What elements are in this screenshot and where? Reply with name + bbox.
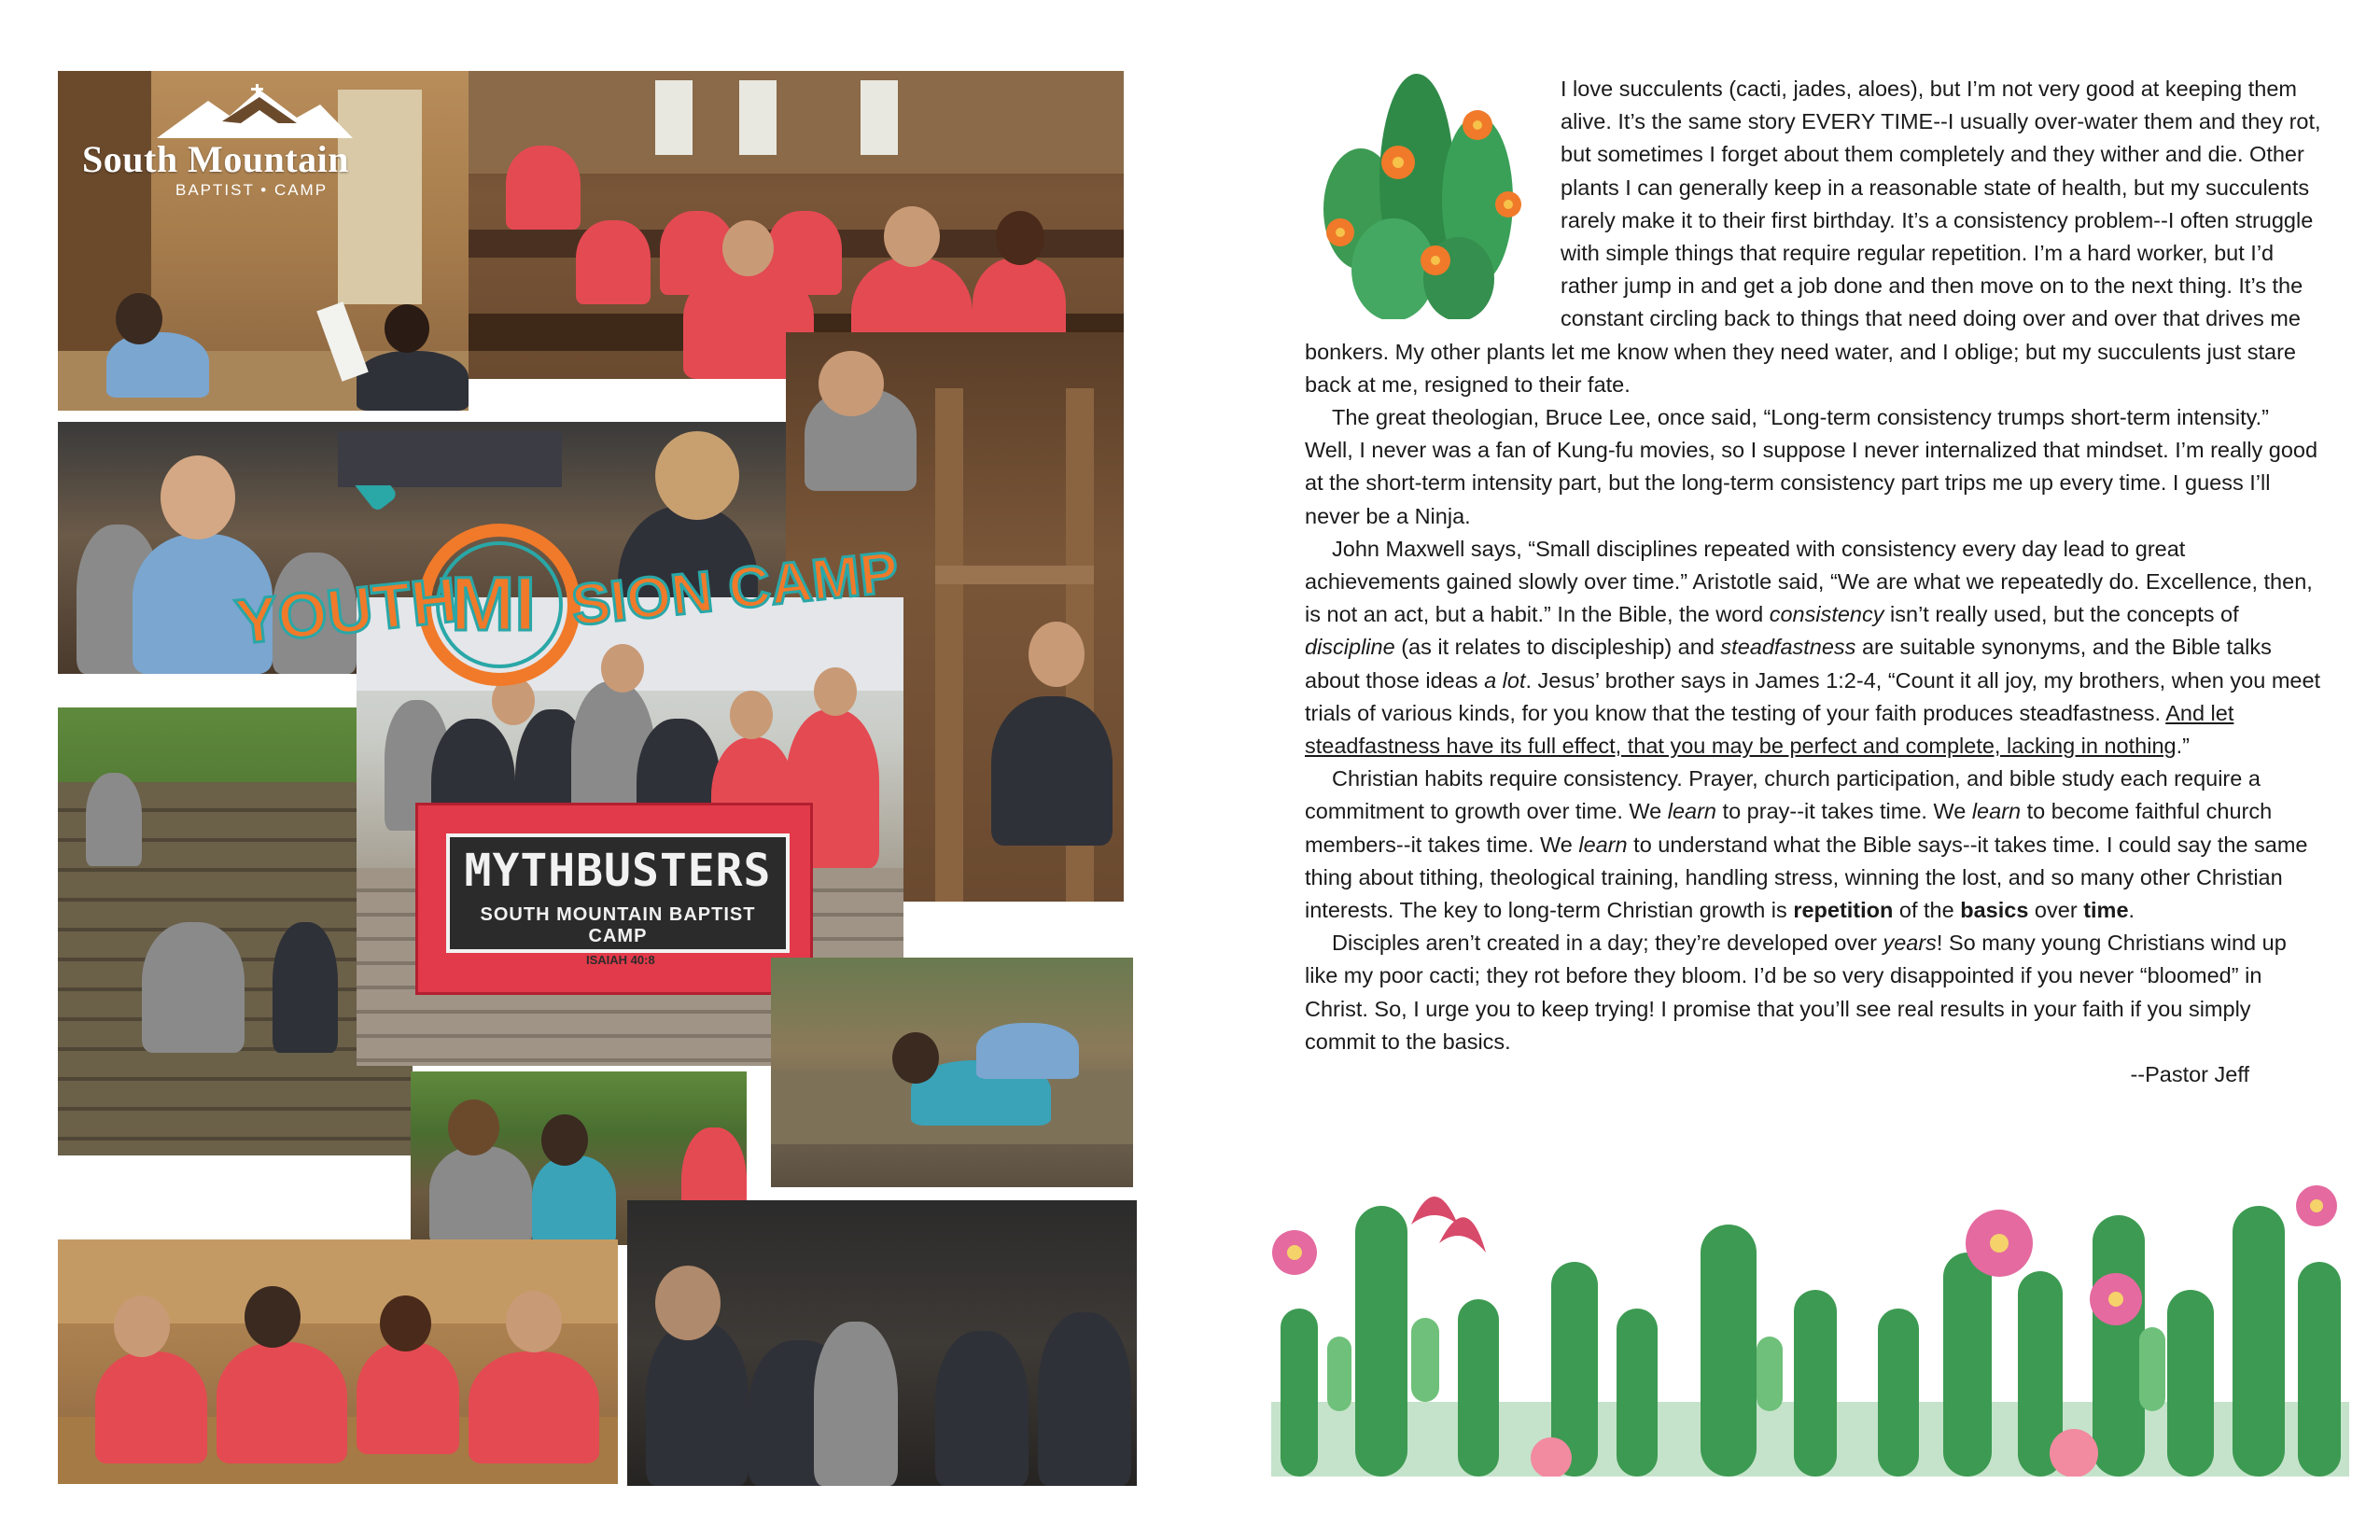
banner-title: MYTHBUSTERS bbox=[464, 845, 772, 897]
photo-creek bbox=[771, 958, 1133, 1187]
logo-subtitle: BAPTIST • CAMP bbox=[175, 181, 329, 199]
banner-verse: ISAIAH 40:8 bbox=[586, 953, 655, 967]
article-paragraph-4 bbox=[1305, 763, 2322, 927]
article-paragraph-2: The great theologian, Bruce Lee, once said, “Long-term consistency trumps short-term intensity.” Well, I never was a fan of Kung-fu movies, so I suppose I never internalized that mindset. I’m really good at the short-term intensity part, but the long-term consistency part trips me up every time. I guess I’ll never be a Ninja. bbox=[1305, 405, 2318, 528]
p4-bold-basics: basics bbox=[1960, 898, 2029, 923]
article-paragraph-3 bbox=[1305, 533, 2322, 763]
p4-text-a: Christian habits require consistency. Prayer, church participation, and bible study each require a commitment to growth over time. We bbox=[1305, 766, 2261, 824]
p3-emphasis-a-lot: a lot bbox=[1484, 667, 1526, 693]
p3-text-b: isn’t really used, but the concepts of bbox=[1883, 602, 2239, 627]
p3-text-f: .” bbox=[2176, 734, 2190, 759]
p3-emphasis-consistency: consistency bbox=[1769, 602, 1884, 627]
p4-bold-time: time bbox=[2083, 898, 2129, 923]
p4-emphasis-learn-2: learn bbox=[1971, 799, 2022, 824]
title-sion-camp: SION CAMP bbox=[568, 539, 902, 638]
title-youth: YOUTH bbox=[231, 564, 461, 658]
photo-cabin-girls bbox=[58, 71, 469, 411]
cactus-border-icon bbox=[1271, 1150, 2349, 1477]
p4-text-f: over bbox=[2028, 898, 2084, 923]
article-paragraph-1: I love succulents (cacti, jades, aloes), but I’m not very good at keeping them alive. It’s the same story EVERY TIME--I usually over-water them and they rot, but sometimes I forget about them completely and they wither and die. Other plants I can generally keep in a reasonable state of health, but my succulents rarely make it to their first birthday. It’s a consistency problem--I often struggle with simple things that require regular repetition. I’m a hard worker, but I’d rather jump in and get a job done and then move on to the next thing. It’s the constant circling back to things that need doing over and over that drives me bonkers. My other plants let me know when they need water, and I oblige; but my succulents just stare back at me, resigned to their fate. bbox=[1305, 77, 2321, 397]
photo-evening-worship bbox=[627, 1200, 1137, 1486]
title-mi: MI bbox=[451, 562, 537, 647]
pastor-article bbox=[1305, 73, 2322, 1091]
camp-logo bbox=[82, 84, 437, 200]
mythbusters-banner bbox=[415, 803, 813, 995]
p3-text-a: John Maxwell says, “Small disciplines repeated with consistency every day lead to great achievements gained slowly over time.” Aristotle said, “We are what we repeatedly do. Excellence, then, is not an act, but a habit.” In the Bible, the word bbox=[1305, 536, 2313, 627]
p3-text-e: . Jesus’ brother says in James 1:2-4, “Count it all joy, my brothers, when you meet trials of various kinds, for you know that the testing of your faith produces steadfastness. bbox=[1305, 667, 2321, 725]
cactus-illustration-icon bbox=[1305, 69, 1547, 319]
p3-underlined-scripture: And let steadfastness have its full effect, that you may be perfect and complete, lacking in nothing bbox=[1305, 700, 2234, 759]
p4-bold-repetition: repetition bbox=[1793, 898, 1894, 923]
p5-text-b: ! So many young Christians wind up like my poor cacti; they rot before they bloom. I’d be so very disappointed if you never “bloomed” in Christ. So, I urge you to keep trying! I promise that you’ll see real results in your faith if you simply commit to the basics. bbox=[1305, 931, 2287, 1054]
p4-emphasis-learn-1: learn bbox=[1667, 799, 1717, 824]
p5-emphasis-years: years bbox=[1883, 931, 1937, 956]
photo-collage bbox=[0, 0, 1148, 1540]
p4-text-e: of the bbox=[1893, 898, 1961, 923]
p4-text-b: to pray--it takes time. We bbox=[1716, 799, 1972, 824]
p3-emphasis-steadfastness: steadfastness bbox=[1720, 635, 1856, 660]
p3-text-d: are suitable synonyms, and the Bible talks about those ideas bbox=[1305, 635, 2272, 693]
p4-text-g: . bbox=[2128, 898, 2135, 923]
p5-text-a: Disciples aren’t created in a day; they’re developed over bbox=[1332, 931, 1883, 956]
logo-title: South Mountain bbox=[82, 138, 349, 180]
p4-text-c: to become faithful church members--it takes time. We bbox=[1305, 799, 2273, 857]
p3-emphasis-discipline: discipline bbox=[1305, 635, 1395, 660]
article-paragraph-5 bbox=[1305, 927, 2322, 1058]
p3-text-c: (as it relates to discipleship) and bbox=[1394, 635, 1721, 660]
p4-text-d: to understand what the Bible says--it takes time. I could say the same thing about tithing, theological training, handling stress, winning the lost, and so many other Christian interests. The key to long-term Christian growth is bbox=[1305, 832, 2308, 923]
mountain-logo-icon bbox=[157, 84, 353, 140]
banner-subtitle: SOUTH MOUNTAIN BAPTIST CAMP bbox=[480, 904, 756, 946]
article-signature: --Pastor Jeff bbox=[2130, 1062, 2249, 1087]
p4-emphasis-learn-3: learn bbox=[1578, 832, 1628, 857]
photo-dining-hall bbox=[58, 1239, 618, 1484]
youth-mission-camp-title bbox=[229, 485, 1031, 691]
